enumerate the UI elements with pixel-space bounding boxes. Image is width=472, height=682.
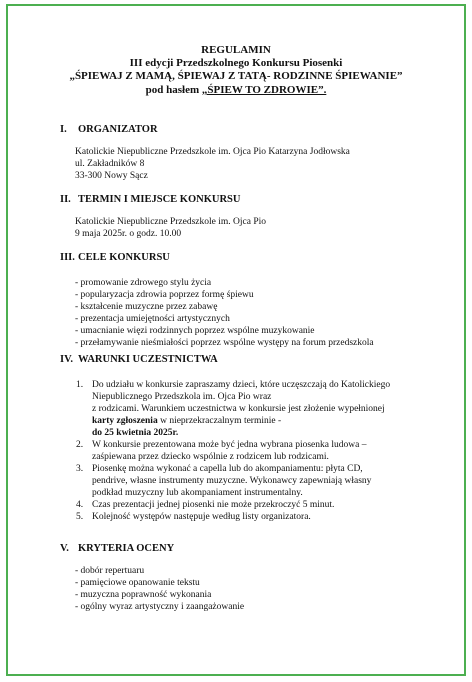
section-organizer-heading: I. ORGANIZATOR [60, 124, 158, 135]
section-date-place-heading: II. TERMIN I MIEJSCE KONKURSU [60, 194, 241, 205]
goal-item: - kształcenie muzyczne przez zabawę [75, 302, 218, 312]
condition-4-line: Czas prezentacji jednej piosenki nie może przekroczyć 5 minut. [92, 500, 335, 510]
contest-motto: pod hasłem „ŚPIEW TO ZDROWIE”. [145, 84, 327, 96]
contest-name: „ŚPIEWAJ Z MAMĄ, ŚPIEWAJ Z TATĄ- RODZINNE ŚPIEWANIE” [69, 70, 403, 82]
criteria-item: - ogólny wyraz artystyczny i zaangażowanie [75, 602, 245, 612]
condition-2-line: zaśpiewana przez dziecko wspólnie z rodzicem lub rodzicami. [92, 452, 329, 462]
venue-text: Katolickie Niepubliczne Przedszkole im. Ojca Pio [75, 217, 266, 227]
condition-1-line: Niepublicznego Przedszkola im. Ojca Pio wraz [92, 392, 272, 402]
section-goals-heading: III. CELE KONKURSU [60, 252, 170, 263]
section-criteria-heading: V. KRYTERIA OCENY [60, 543, 175, 554]
goal-item: - prezentacja umiejętności artystycznych [75, 314, 230, 324]
condition-5-line: Kolejność występów następuje według listy organizatora. [92, 512, 311, 522]
goal-item: - umacnianie więzi rodzinnych poprzez wspólne muzykowanie [75, 326, 315, 336]
condition-1-line: karty zgłoszenia w nieprzekraczalnym terminie - [92, 416, 282, 426]
goal-item: - popularyzacja zdrowia poprzez formę śpiewu [75, 290, 254, 300]
application-form-text: karty zgłoszenia [92, 416, 158, 426]
criteria-item: - dobór repertuaru [75, 566, 145, 576]
criteria-item: - pamięciowe opanowanie tekstu [75, 578, 200, 588]
list-number: 2. [76, 440, 84, 450]
date-text: 9 maja 2025r. o godz. 10.00 [75, 229, 182, 239]
organizer-city: 33-300 Nowy Sącz [75, 171, 148, 181]
condition-3-line: pendrive, własne instrumenty muzyczne. Wykonawcy zapewniają własny [92, 476, 372, 486]
condition-2-line: W konkursie prezentowana może być jedna wybrana piosenka ludowa – [92, 440, 367, 450]
goal-item: - przełamywanie nieśmiałości poprzez wspólne występy na forum przedszkola [75, 338, 374, 348]
condition-3-line: Piosenkę można wykonać a capella lub do akompaniamentu: płyta CD, [92, 464, 363, 474]
goal-item: - promowanie zdrowego stylu życia [75, 278, 212, 288]
list-number: 1. [76, 380, 84, 390]
section-conditions-heading: IV. WARUNKI UCZESTNICTWA [60, 354, 218, 365]
list-number: 3. [76, 464, 84, 474]
motto-text: „ŚPIEW TO ZDROWIE”. [201, 84, 327, 96]
organizer-street: ul. Zakładników 8 [75, 159, 145, 169]
criteria-item: - muzyczna poprawność wykonania [75, 590, 212, 600]
organizer-name: Katolickie Niepubliczne Przedszkole im. Ojca Pio Katarzyna Jodłowska [75, 147, 350, 157]
document-title: REGULAMIN [201, 44, 271, 56]
list-number: 4. [76, 500, 84, 510]
deadline-text: do 25 kwietnia 2025r. [92, 428, 179, 438]
condition-1-line: Do udziału w konkursie zapraszamy dzieci, które uczęszczają do Katolickiego [92, 380, 391, 390]
document-subtitle: III edycji Przedszkolnego Konkursu Piosenki [129, 57, 343, 69]
list-number: 5. [76, 512, 84, 522]
condition-3-line: podkład muzyczny lub akompaniament instrumentalny. [92, 488, 303, 498]
condition-1-line: z rodzicami. Warunkiem uczestnictwa w konkursie jest złożenie wypełnionej [92, 404, 385, 414]
